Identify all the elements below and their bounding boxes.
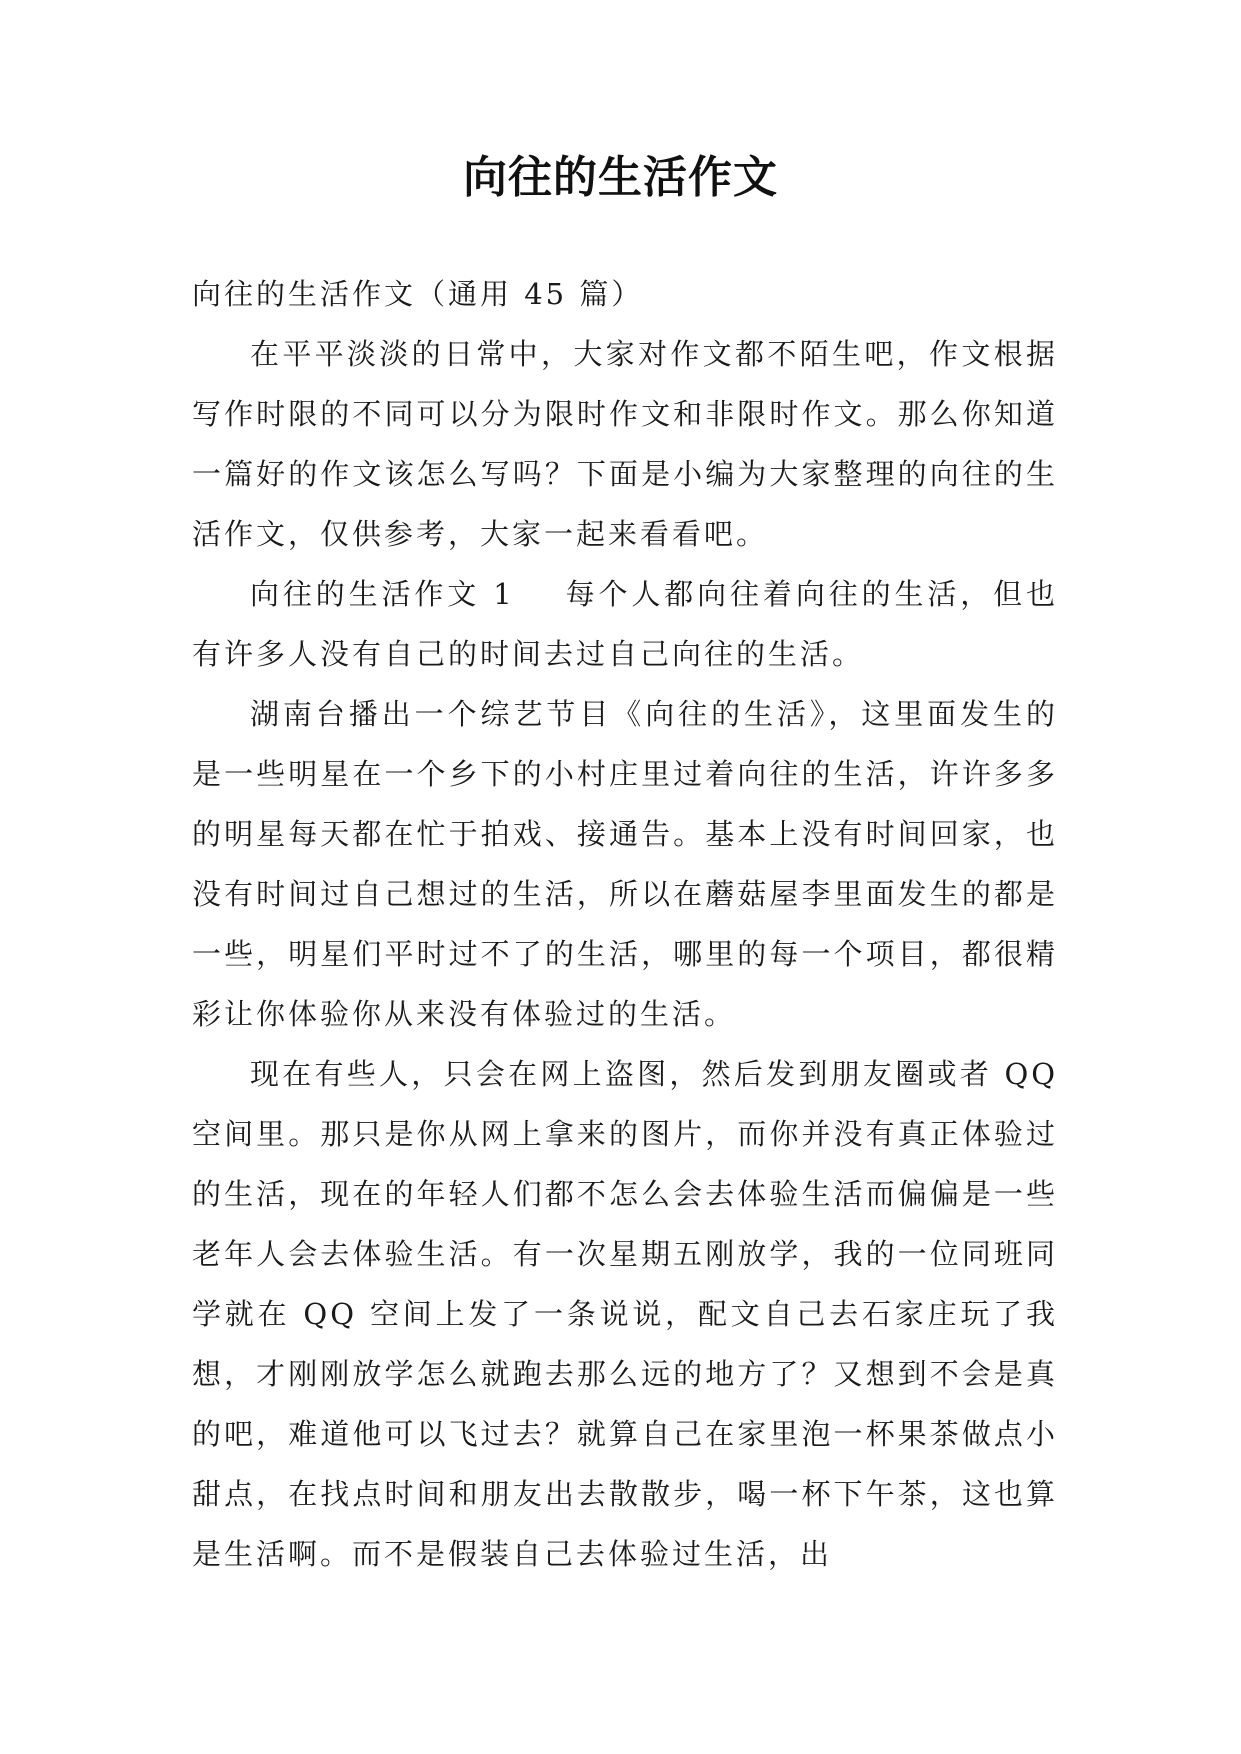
document-title: 向往的生活作文 xyxy=(463,152,778,203)
paragraph-2: 湖南台播出一个综艺节目《向往的生活》，这里面发生的是一些明星在一个乡下的小村庄里过着向往的生活，许许多多的明星每天都在忙于拍戏、接通告。基本上没有时间回家，也没有时间过自己想过的生活，所以在蘑菇屋李里面发生的都是一些，明星们平时过不了的生活，哪里的每一个项目，都很精彩让你体验你从来没有体验过的生活。 xyxy=(192,697,1058,1031)
document-subtitle: 向往的生活作文（通用 45 篇） xyxy=(192,277,644,311)
intro-paragraph: 在平平淡淡的日常中，大家对作文都不陌生吧，作文根据写作时限的不同可以分为限时作文和非限时作文。那么你知道一篇好的作文该怎么写吗？下面是小编为大家整理的向往的生活作文，仅供参考，大家一起来看看吧。 xyxy=(192,337,1058,551)
paragraph-3: 现在有些人，只会在网上盗图，然后发到朋友圈或者 QQ 空间里。那只是你从网上拿来的图片，而你并没有真正体验过的生活，现在的年轻人们都不怎么会去体验生活而偏偏是一些老年人会去体验生活。有一次星期五刚放学，我的一位同班同学就在 QQ 空间上发了一条说说，配文自己去石家庄玩了我想，才刚刚放学怎么就跑去那么远的地方了？又想到不会是真的吧，难道他可以飞过去？就算自己在家里泡一杯果茶做点小甜点，在找点时间和朋友出去散散步，喝一杯下午茶，这也算是生活啊。而不是假装自己去体验过生活，出 xyxy=(192,1057,1058,1571)
section-1-label: 向往的生活作文 1 xyxy=(250,577,515,611)
section-1-paragraph xyxy=(192,564,1058,684)
section-1-text: 每个人都向往着向往的生活，但也有许多人没有自己的时间去过自己向往的生活。 xyxy=(192,577,1058,671)
document-body xyxy=(192,264,1058,1584)
